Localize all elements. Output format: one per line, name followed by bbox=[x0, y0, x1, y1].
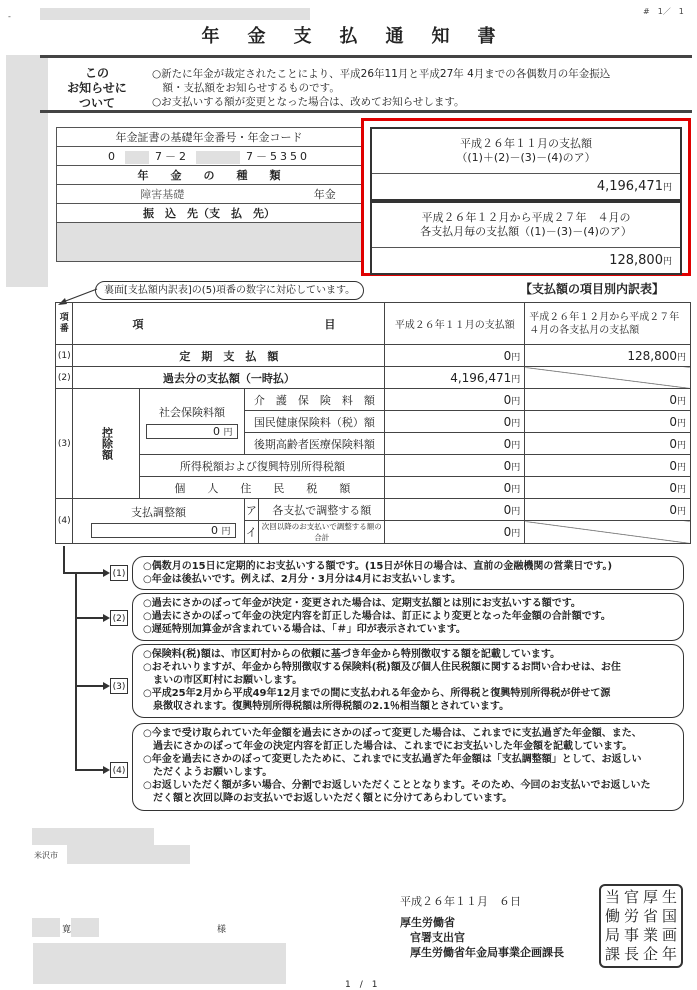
header-no: 項番 bbox=[56, 303, 73, 345]
connector-line bbox=[75, 769, 103, 771]
arrow-icon bbox=[103, 614, 110, 622]
notice-label: この お知らせに ついて bbox=[67, 66, 127, 110]
november-payment-box: 平成２６年１１月の支払額 （(1)＋(2)－(3)－(4)のア） 4,196,471円 bbox=[370, 127, 682, 201]
explanation-tag: (1) bbox=[110, 565, 128, 581]
table-row: (3) 控除額 社会保険料額 0 円 介 護 保 険 料 額 0円 0円 bbox=[56, 389, 691, 411]
table-row: 国民健康保険料（税）額 0円 0円 bbox=[56, 411, 691, 433]
connector-line bbox=[75, 685, 103, 687]
november-amount: 4,196,471 bbox=[596, 179, 663, 194]
social-insurance-total: 0 円 bbox=[146, 424, 237, 439]
table-row: (2) 過去分の支払額（一時払） 4,196,471円 bbox=[56, 367, 691, 389]
breakdown-title: 【支払額の項目別内訳表】 bbox=[520, 282, 665, 296]
explanation-box-4: ○今まで受け取られていた年金額を過去にさかのぼって変更した場合は、これまでに支払過ぎた年金額、また、 過去にさかのぼって年金の決定内容を訂正した場合は、これまでにお支払いした年金額を記載しています。 ○年金を過去にさかのぼって変更したために、これまでに支払過ぎた年金額は「支払調整額」として、お返しい ただくようお願いします。 ○お返しいただく額が多い場合、分割でお返しいただくこととなります。そのため、今回のお支払いでお返しいた だく額と次回以降のお支払いでお返しいただく額とに分けてあらわしています。 bbox=[132, 723, 684, 811]
pension-type-header: 年 金 の 種 類 bbox=[57, 166, 362, 185]
issuer-position: 厚生労働省年金局事業企画課長 bbox=[410, 946, 564, 959]
monthly-payment-box: 平成２６年１２月から平成２７年 ４月の 各支払月毎の支払額（(1)－(3)－(4)のア） 128,800円 bbox=[370, 201, 682, 275]
issuer-office: 官署支出官 bbox=[410, 931, 465, 944]
deduction-label: 控除額 bbox=[73, 389, 140, 499]
issuer-ministry: 厚生労働省 bbox=[400, 916, 455, 929]
pension-type-value: 障害基礎 年金 bbox=[57, 185, 362, 204]
notice-section bbox=[40, 55, 692, 113]
payee-value bbox=[57, 223, 362, 262]
explanation-tag: (2) bbox=[110, 610, 128, 626]
connector-line bbox=[75, 617, 103, 619]
document-title: 年金支払通知書 bbox=[201, 26, 524, 47]
breakdown-callout: 裏面[支払額内訳表]の(5)項番の数字に対応しています。 bbox=[95, 281, 364, 300]
monthly-amount: 128,800 bbox=[609, 253, 663, 268]
redacted-digits bbox=[125, 151, 149, 164]
recipient-name-fragment: 寛 bbox=[62, 925, 72, 935]
not-applicable-slash bbox=[525, 521, 691, 544]
honorific: 様 bbox=[217, 925, 227, 935]
dash-mark: - bbox=[8, 12, 11, 21]
table-row: 個 人 住 民 税 額 0円 0円 bbox=[56, 477, 691, 499]
address-city: 米沢市 bbox=[34, 851, 58, 860]
explanation-box-3: ○保険料(税)額は、市区町村からの依頼に基づき年金から特別徴収する額を記載しています。 ○おそれいりますが、年金から特別徴収する保険料(税)額及び個人住民税額に関するお問い合わせは、お住 まいの市区町村にお願いします。 ○平成25年2月から平成49年12月までの間に支払われる年金から、所得税と復興特別所得税が併せて源 泉徴収されます。復興特別所得税額は所得税額の2.1％相当額とされています。 bbox=[132, 644, 684, 718]
redacted-address bbox=[67, 845, 190, 864]
arrow-icon bbox=[103, 569, 110, 577]
adjustment-cell: 支払調整額 0 円 bbox=[73, 499, 244, 544]
table-row: イ 次回以降のお支払いで調整する額の合計 0円 bbox=[56, 521, 691, 544]
connector-line bbox=[75, 572, 77, 769]
redacted-block bbox=[33, 943, 286, 984]
explanation-box-2: ○過去にさかのぼって年金が決定・変更された場合は、定期支払額とは別にお支払いする額です。 ○過去にさかのぼって年金の決定内容を訂正した場合は、訂正により変更となった年金額の合計額です。 ○遅延特別加算金が含まれている場合は、「＃」印が表示されています。 bbox=[132, 593, 684, 641]
table-row: (1) 定 期 支 払 額 0円 128,800円 bbox=[56, 345, 691, 367]
table-row: 後期高齢者医療保険料額 0円 0円 bbox=[56, 433, 691, 455]
issue-date: 平成２６年１１月 ６日 bbox=[400, 895, 521, 908]
redacted-name bbox=[32, 918, 60, 937]
adjustment-total: 0 円 bbox=[91, 523, 235, 538]
pension-number: 0 7－2 7－5350 bbox=[57, 147, 362, 166]
explanation-box-1: ○偶数月の15日に定期的にお支払いする額です。(15日が休日の場合は、直前の金融機関の営業日です。) ○年金は後払いです。例えば、2月分・3月分は4月にお支払いします。 bbox=[132, 556, 684, 590]
social-insurance-cell: 社会保険料額 0 円 bbox=[140, 389, 244, 455]
redacted-postal bbox=[32, 828, 154, 845]
arrow-icon bbox=[103, 682, 110, 690]
arrow-icon bbox=[103, 766, 110, 774]
pension-number-header: 年金証書の基礎年金番号・年金コード bbox=[57, 128, 362, 147]
redacted-header bbox=[40, 8, 310, 20]
redacted-name bbox=[71, 918, 99, 937]
notice-text: ○新たに年金が裁定されたことにより、平成26年11月と平成27年 4月までの各偶数月の年金振込 額・支払額をお知らせするものです。 ○お支払いする額が変更となった場合は、改めてお知らせします。 bbox=[152, 68, 611, 108]
table-row: (4) 支払調整額 0 円 ア 各支払で調整する額 0円 0円 bbox=[56, 499, 691, 521]
payee-header: 振 込 先（支 払 先） bbox=[57, 204, 362, 223]
official-seal-icon: 当 官 厚 生 働 労 省 国 局 事 業 画 課 長 企 年 bbox=[599, 884, 683, 968]
explanation-tag: (4) bbox=[110, 762, 128, 778]
connector-line bbox=[63, 572, 103, 574]
highlighted-payment-summary bbox=[361, 118, 691, 276]
page-number: 1 / 1 bbox=[345, 980, 378, 990]
pension-info-table bbox=[56, 127, 362, 262]
header-monthly: 平成２６年１２月から平成２７年 ４月の各支払月の支払額 bbox=[525, 303, 691, 345]
table-row: 所得税額および復興特別所得税額 0円 0円 bbox=[56, 455, 691, 477]
explanation-tag: (3) bbox=[110, 678, 128, 694]
not-applicable-slash bbox=[525, 367, 691, 389]
page-marker: # 1／ 1 bbox=[643, 7, 684, 16]
connector-line bbox=[63, 546, 65, 572]
redacted-digits bbox=[196, 151, 240, 164]
breakdown-table bbox=[55, 302, 691, 544]
header-november: 平成２６年１１月の支払額 bbox=[385, 303, 525, 345]
header-item: 項 目 bbox=[73, 303, 385, 345]
